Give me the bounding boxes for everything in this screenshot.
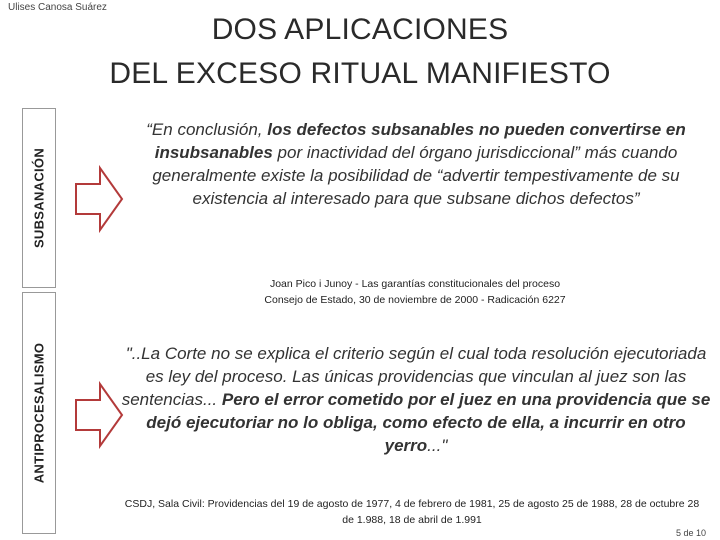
slide-title-line-2: DEL EXCESO RITUAL MANIFIESTO xyxy=(109,57,611,90)
quote-part: por inactividad del órgano jurisdiccional” más cuando generalmente existe la posibilidad de “advertir tempestivamente de su existencia al interesado para que subsane dichos defectos” xyxy=(152,143,680,208)
quote-emphasis: los defectos subsanables no pueden convertirse en insubsanables xyxy=(154,120,686,162)
section-label-box-antiprocesalismo xyxy=(22,292,56,534)
slide-title-line-1: DOS APLICACIONES xyxy=(211,13,509,46)
section-label-box-subsanacion xyxy=(22,108,56,288)
right-arrow-icon xyxy=(74,164,124,234)
citation-line: Joan Pico i Junoy - Las garantías constitucionales del proceso xyxy=(269,278,561,290)
right-arrow-icon xyxy=(74,380,124,450)
quote-emphasis: Pero el error cometido por el juez en una providencia que se dejó ejecutoriar no lo obliga, como efecto de ella, a incurrir en otro yerro xyxy=(146,390,711,455)
citation-subsanacion xyxy=(200,276,630,308)
citation-line: Consejo de Estado, 30 de noviembre de 2000 - Radicación 6227 xyxy=(264,294,566,306)
citation-antiprocesalismo: CSDJ, Sala Civil: Providencias del 19 de agosto de 1977, 4 de febrero de 1981, 25 de agosto 25 de 1988, 28 de octubre 28 de 1.988, 18 de abril de 1.991 xyxy=(124,498,700,526)
section-label-subsanacion: SUBSANACIÓN xyxy=(31,147,47,249)
author-name: Ulises Canosa Suárez xyxy=(8,2,107,13)
page-number: 5 de 10 xyxy=(675,528,706,538)
quote-part: “En conclusión, xyxy=(146,120,268,139)
quote-part: ..." xyxy=(427,436,448,455)
quote-subsanacion xyxy=(118,118,714,210)
section-label-antiprocesalismo: ANTIPROCESALISMO xyxy=(31,342,47,484)
quote-antiprocesalismo xyxy=(118,342,714,457)
quote-part: "..La Corte no se explica el criterio según el cual toda resolución ejecutoriada es ley del proceso. Las únicas providencias que vinculan al juez son las sentencias... xyxy=(121,344,707,409)
